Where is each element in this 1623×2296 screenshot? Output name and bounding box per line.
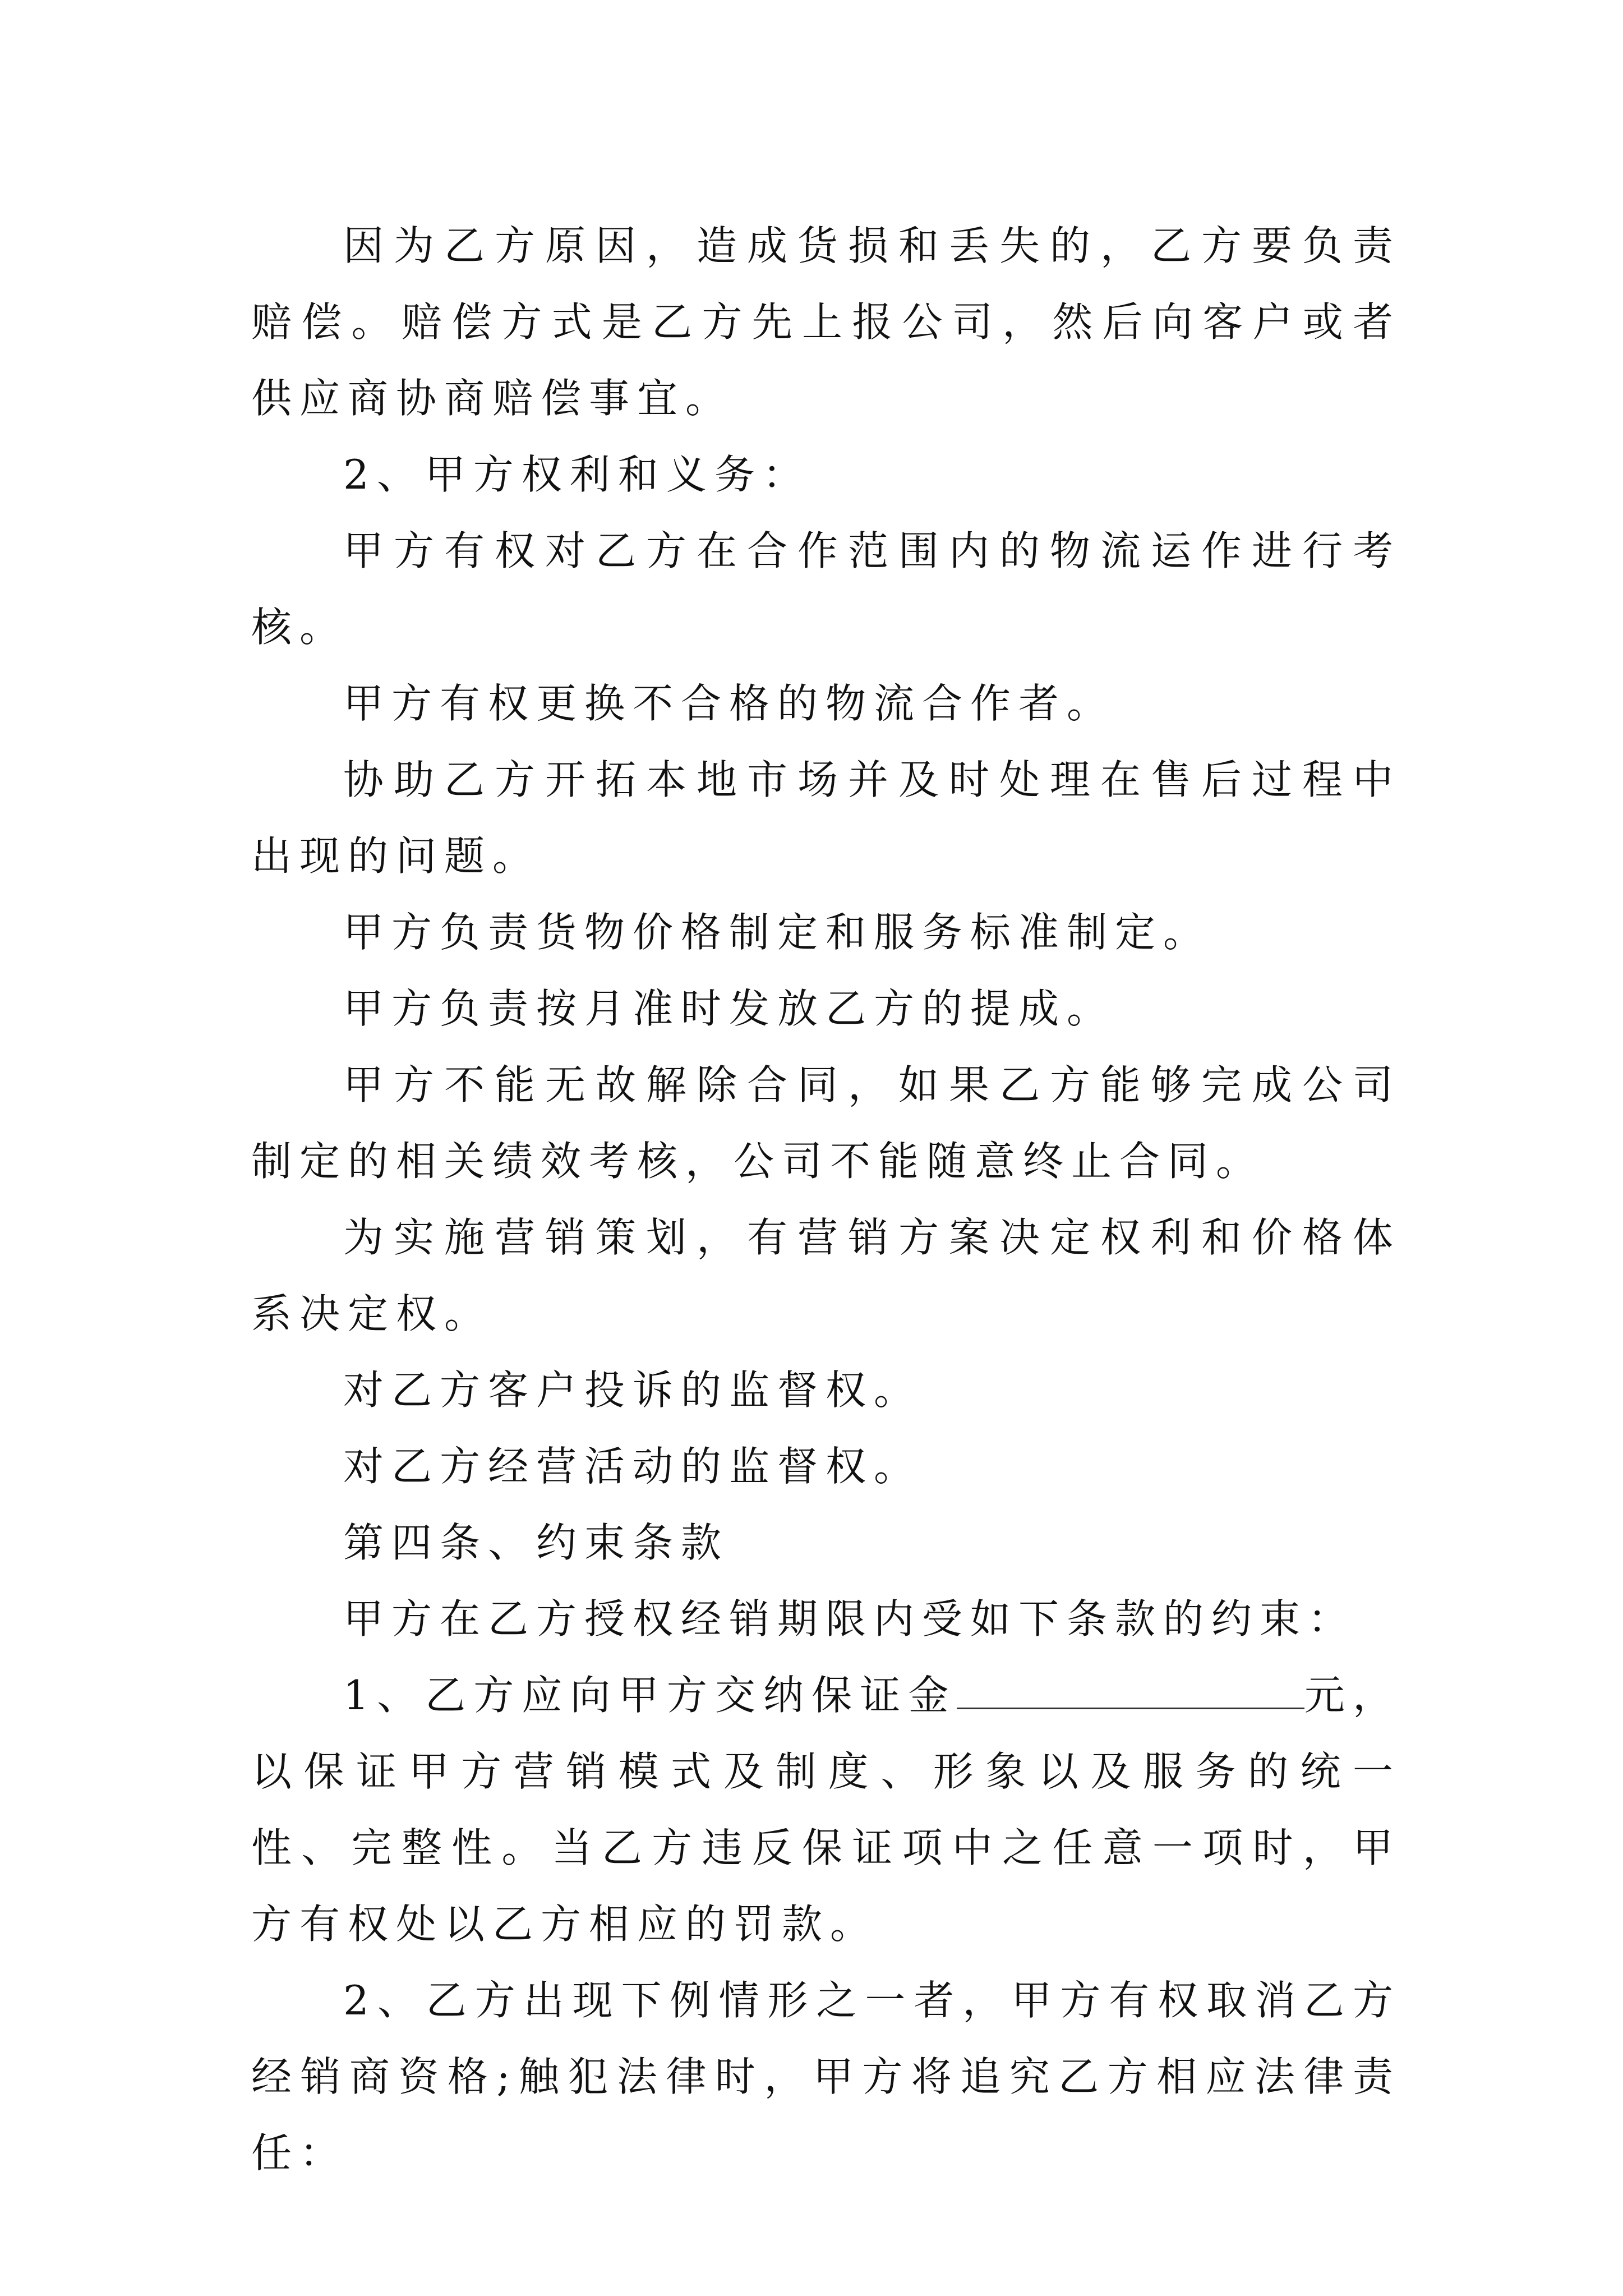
- paragraph-commission: 甲方负责按月准时发放乙方的提成。: [343, 985, 1115, 1032]
- deposit-amount-blank: [957, 1674, 1304, 1709]
- paragraph-replace-partner: 甲方有权更换不合格的物流合作者。: [343, 680, 1115, 727]
- paragraph-business-supervision: 对乙方经营活动的监督权。: [343, 1443, 923, 1490]
- document-body: [251, 208, 1401, 2191]
- paragraph-compensation: 因为乙方原因，造成货损和丢失的，乙方要负责赔偿。赔偿方式是乙方先上报公司，然后向客户或者供应商协商赔偿事宜。: [251, 222, 1401, 422]
- paragraph-disqualification: 2、乙方出现下例情形之一者，甲方有权取消乙方经销商资格;触犯法律时，甲方将追究乙方相应法律责任：: [251, 1977, 1401, 2177]
- article-four-heading: 第四条、约束条款: [343, 1519, 730, 1566]
- paragraph-assessment-right: 甲方有权对乙方在合作范围内的物流运作进行考核。: [251, 527, 1401, 651]
- paragraph-pricing: 甲方负责货物价格制定和服务标准制定。: [343, 909, 1212, 956]
- paragraph-market-assist: 协助乙方开拓本地市场并及时处理在售后过程中出现的问题。: [251, 756, 1401, 880]
- deposit-clause-rest: 元，以保证甲方营销模式及制度、形象以及服务的统一性、完整性。当乙方违反保证项中之任意一项时，甲方有权处以乙方相应的罚款。: [251, 1672, 1401, 1948]
- paragraph-marketing-right: 为实施营销策划，有营销方案决定权利和价格体系决定权。: [251, 1214, 1401, 1337]
- paragraph-party-a-rights-heading: 2、甲方权利和义务：: [343, 451, 811, 498]
- paragraph-constraints-intro: 甲方在乙方授权经销期限内受如下条款的约束：: [343, 1595, 1357, 1642]
- paragraph-complaint-supervision: 对乙方客户投诉的监督权。: [343, 1366, 923, 1414]
- paragraph-termination: 甲方不能无故解除合同，如果乙方能够完成公司制定的相关绩效考核，公司不能随意终止合同。: [251, 1061, 1401, 1185]
- paragraph-deposit-clause: [251, 1657, 1401, 1962]
- deposit-clause-lead: 1、乙方应向甲方交纳保证金: [343, 1672, 957, 1719]
